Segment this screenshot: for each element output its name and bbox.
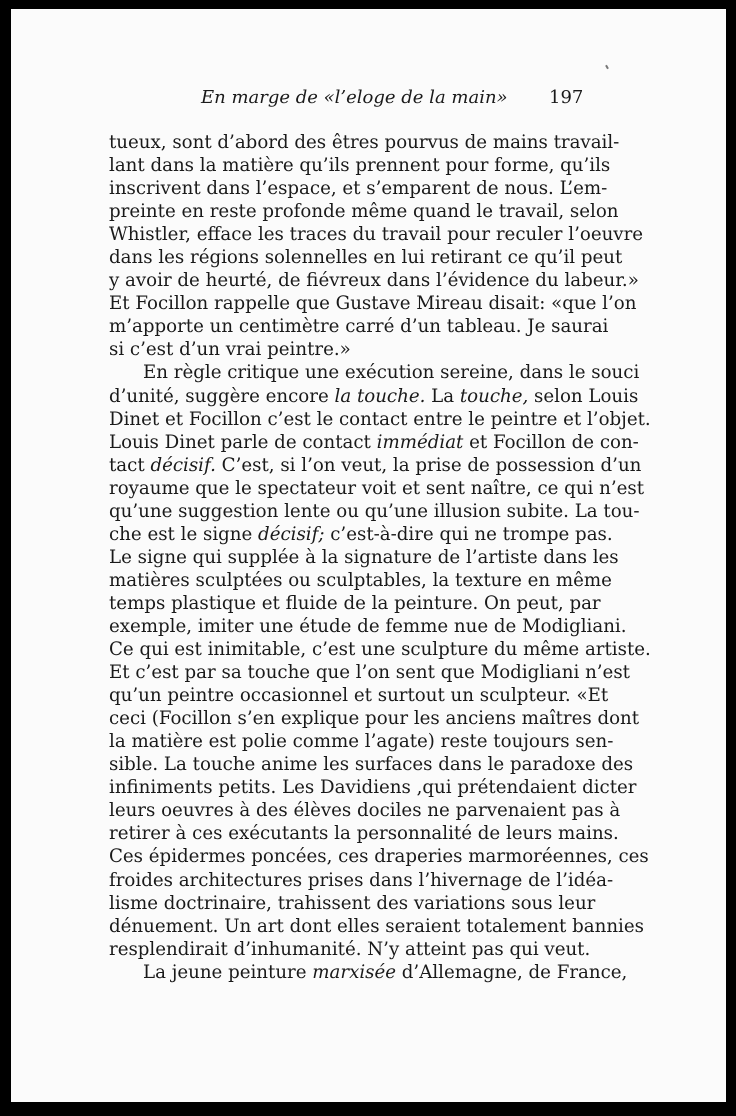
text-line: retirer à ces exécutants la personnalité de leurs mains. [109, 823, 619, 845]
text-segment: selon Louis [528, 385, 639, 407]
text-line: preinte en reste profonde même quand le travail, selon [109, 201, 619, 223]
text-line: Dinet et Focillon c’est le contact entre le peintre et l’objet. [109, 408, 651, 430]
text-line: En règle critique une exécution sereine, dans le souci [143, 362, 640, 384]
text-line: Et c’est par sa touche que l’on sent que Modigliani n’est [109, 662, 630, 684]
text-line: inscrivent dans l’espace, et s’emparent de nous. L’em- [109, 178, 608, 200]
text-line: dénuement. Un art dont elles seraient totalement bannies [109, 915, 644, 937]
text-line: Le signe qui supplée à la signature de l’artiste dans les [109, 546, 619, 568]
text-line: sible. La touche anime les surfaces dans le paradoxe des [109, 754, 634, 776]
text-line [109, 431, 639, 454]
text-line: Ces épidermes poncées, ces draperies marmoréennes, ces [109, 846, 649, 868]
running-head [11, 87, 726, 111]
text-segment: tact [109, 454, 151, 476]
text-segment: et Focillon de con- [463, 431, 639, 453]
text-line: lisme doctrinaire, trahissent des variations sous leur [109, 892, 596, 914]
text-segment: che est le signe [109, 523, 259, 545]
italic-term: décisif. [150, 454, 216, 476]
text-line: froides architectures prises dans l’hivernage de l’idéa- [109, 869, 614, 891]
text-line: Ce qui est inimitable, c’est une sculpture du même artiste. [109, 639, 651, 661]
text-segment: La [425, 385, 460, 407]
text-line: Whistler, efface les traces du travail pour reculer l’oeuvre [109, 224, 644, 246]
text-line [109, 961, 628, 984]
body-text [109, 131, 651, 984]
text-line: tueux, sont d’abord des êtres pourvus de mains travail- [109, 132, 620, 153]
italic-term: décisif; [258, 523, 325, 545]
text-segment: C’est, si l’on veut, la prise de possession d’un [215, 454, 642, 476]
text-line [109, 385, 639, 408]
text-line: y avoir de heurté, de fiévreux dans l’évidence du labeur.» [109, 270, 639, 292]
text-line: infiniments petits. Les Davidiens ,qui prétendaient dicter [109, 777, 637, 799]
text-line: ceci (Focillon s’en explique pour les anciens maîtres dont [109, 708, 640, 730]
text-segment: La jeune peinture [143, 961, 313, 983]
text-segment: c’est-à-dire qui ne trompe pas. [324, 523, 613, 545]
text-segment: d’Allemagne, de France, [396, 961, 628, 983]
text-line [109, 454, 642, 477]
text-line: la matière est polie comme l’agate) reste toujours sen- [109, 731, 614, 753]
italic-term: touche, [459, 385, 529, 407]
italic-term: la touche. [334, 385, 426, 407]
text-line: temps plastique et fluide de la peinture. On peut, par [109, 592, 601, 614]
text-line [109, 523, 613, 546]
text-line: dans les régions solennelles en lui retirant ce qu’il peut [109, 247, 623, 269]
book-page [11, 9, 726, 1102]
page-number: 197 [549, 87, 584, 108]
text-line: exemple, imiter une étude de femme nue de Modigliani. [109, 615, 627, 637]
text-line: leurs oeuvres à des élèves dociles ne parvenaient pas à [109, 800, 621, 822]
text-line: si c’est d’un vrai peintre.» [109, 339, 351, 361]
text-line: royaume que le spectateur voit et sent naître, ce qui n’est [109, 477, 645, 499]
text-line: qu’un peintre occasionnel et surtout un sculpteur. «Et [109, 685, 609, 707]
text-segment: d’unité, suggère encore [109, 385, 335, 407]
italic-term: immédiat [376, 431, 464, 453]
text-line: m’apporte un centimètre carré d’un tableau. Je saurai [109, 316, 609, 338]
text-line: lant dans la matière qu’ils prennent pour forme, qu’ils [109, 155, 611, 177]
text-line: matières sculptées ou sculptables, la texture en même [109, 569, 612, 591]
text-line: Et Focillon rappelle que Gustave Mireau disait: «que l’on [109, 293, 637, 315]
italic-term: marxisée [312, 961, 396, 983]
text-segment: Louis Dinet parle de contact [109, 431, 377, 453]
scan-speck [605, 65, 609, 69]
running-title: En marge de «l’eloge de la main» [201, 87, 508, 108]
text-line: qu’une suggestion lente ou qu’une illusion subite. La tou- [109, 500, 640, 522]
text-line: resplendirait d’inhumanité. N’y atteint pas qui veut. [109, 938, 591, 960]
